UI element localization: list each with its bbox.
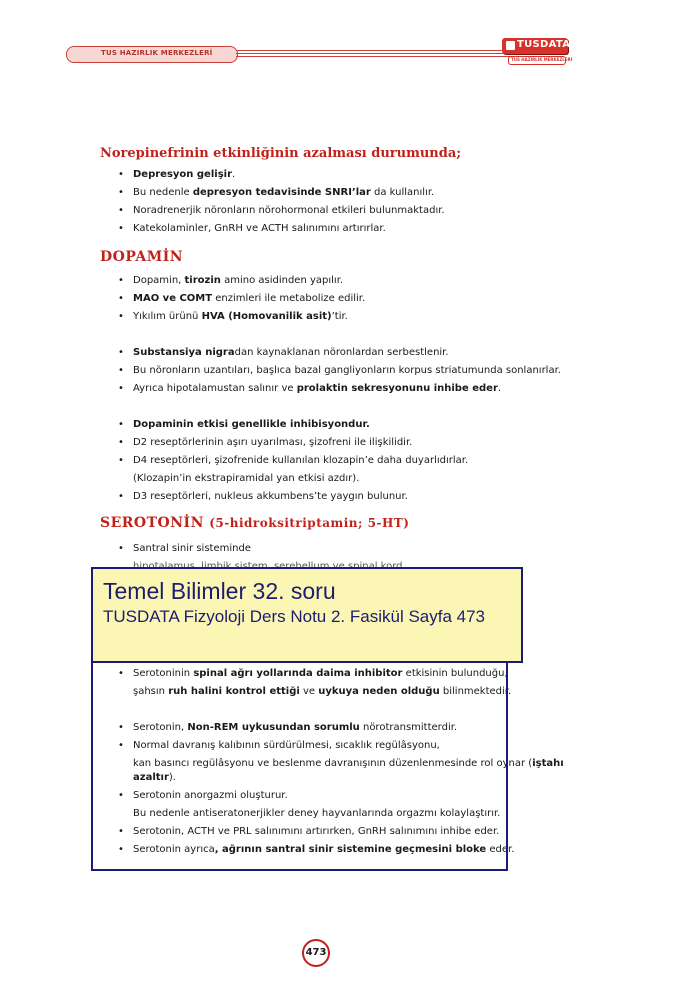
list-item: • Bu nedenle depresyon tedavisinde SNRI’lar da kullanılır. (117, 184, 557, 202)
list-item-continuation: kan basıncı regülâsyonu ve beslenme davranışının düzenlenmesinde rol oynar (iştahı (133, 758, 564, 769)
list-item: • Santral sinir sisteminde (117, 540, 557, 558)
list-item: • Serotoninin spinal ağrı yollarında daima inhibitor etkisinin bulunduğu, (117, 665, 557, 683)
list-item: • Substansiya nigradan kaynaklanan nöronlardan serbestlenir. (117, 344, 557, 362)
dopamin-list (117, 272, 561, 506)
header-banner (66, 46, 238, 63)
question-reference-title: Temel Bilimler 32. soru (103, 578, 336, 604)
list-item: • Serotonin ayrıca, ağrının santral sinir sistemine geçmesini bloke eder. (117, 841, 557, 859)
list-item: • Serotonin, ACTH ve PRL salınımını artırırken, GnRH salınımını inhibe eder. (117, 823, 557, 841)
section-heading-dopamin: DOPAMİN (100, 249, 184, 265)
list-item: • Dopamin, tirozin amino asidinden yapılır. (117, 272, 557, 290)
list-item: • Serotonin, Non-REM uykusundan sorumlu nörotransmitterdir. (117, 719, 557, 737)
list-item: • D3 reseptörleri, nukleus akkumbens’te yaygın bulunur. (117, 488, 557, 506)
list-item: • Bu nöronların uzantıları, başlıca bazal gangliyonların korpus striatumunda sonlanırlar. (117, 362, 557, 380)
section-heading-serotonin: SEROTONİN (5-hidroksitriptamin; 5-HT) (100, 515, 410, 531)
list-item: • Serotonin anorgazmi oluşturur. (117, 787, 557, 805)
tusdata-logo: TUSDATA TUS HAZIRLIK MERKEZLERİ (502, 38, 570, 66)
list-item: • Katekolaminler, GnRH ve ACTH salınımını artırırlar. (117, 220, 557, 238)
list-item: • Dopaminin etkisi genellikle inhibisyondur. (117, 416, 557, 434)
list-item: • D4 reseptörleri, şizofrenide kullanılan klozapin’e daha duyarlıdırlar. (117, 452, 557, 470)
header-banner-text: TUS HAZIRLIK MERKEZLERİ (101, 49, 213, 57)
list-item: • Noradrenerjik nöronların nörohormonal etkileri bulunmaktadır. (117, 202, 557, 220)
list-item: • MAO ve COMT enzimleri ile metabolize edilir. (117, 290, 557, 308)
list-item: • Depresyon gelişir. (117, 166, 557, 184)
list-item-continuation: azaltır). (133, 772, 176, 783)
list-item: • Yıkılım ürünü HVA (Homovanilik asit)’tir. (117, 308, 557, 326)
question-reference-source: TUSDATA Fizyoloji Ders Notu 2. Fasikül Sayfa 473 (103, 607, 486, 626)
page-number: 473 (302, 939, 330, 967)
header-rule (236, 50, 512, 59)
question-reference-box (91, 567, 523, 663)
section-heading-norepinefrin: Norepinefrinin etkinliğinin azalması durumunda; (100, 146, 462, 161)
list-item: • D2 reseptörlerinin aşırı uyarılması, şizofreni ile ilişkilidir. (117, 434, 557, 452)
list-item: • Ayrıca hipotalamustan salınır ve prolaktin sekresyonunu inhibe eder. (117, 380, 557, 398)
list-item-continuation: Bu nedenle antiseratonerjikler deney hayvanlarında orgazmı kolaylaştırır. (133, 808, 501, 819)
list-item-continuation: şahsın ruh halini kontrol ettiği ve uykuya neden olduğu bilinmektedir. (133, 686, 512, 697)
list-item: • Normal davranış kalıbının sürdürülmesi, sıcaklık regülâsyonu, (117, 737, 557, 755)
list-item-continuation: (Klozapin’in ekstrapiramidal yan etkisi azdır). (133, 473, 360, 484)
norepinefrin-list (117, 166, 557, 238)
